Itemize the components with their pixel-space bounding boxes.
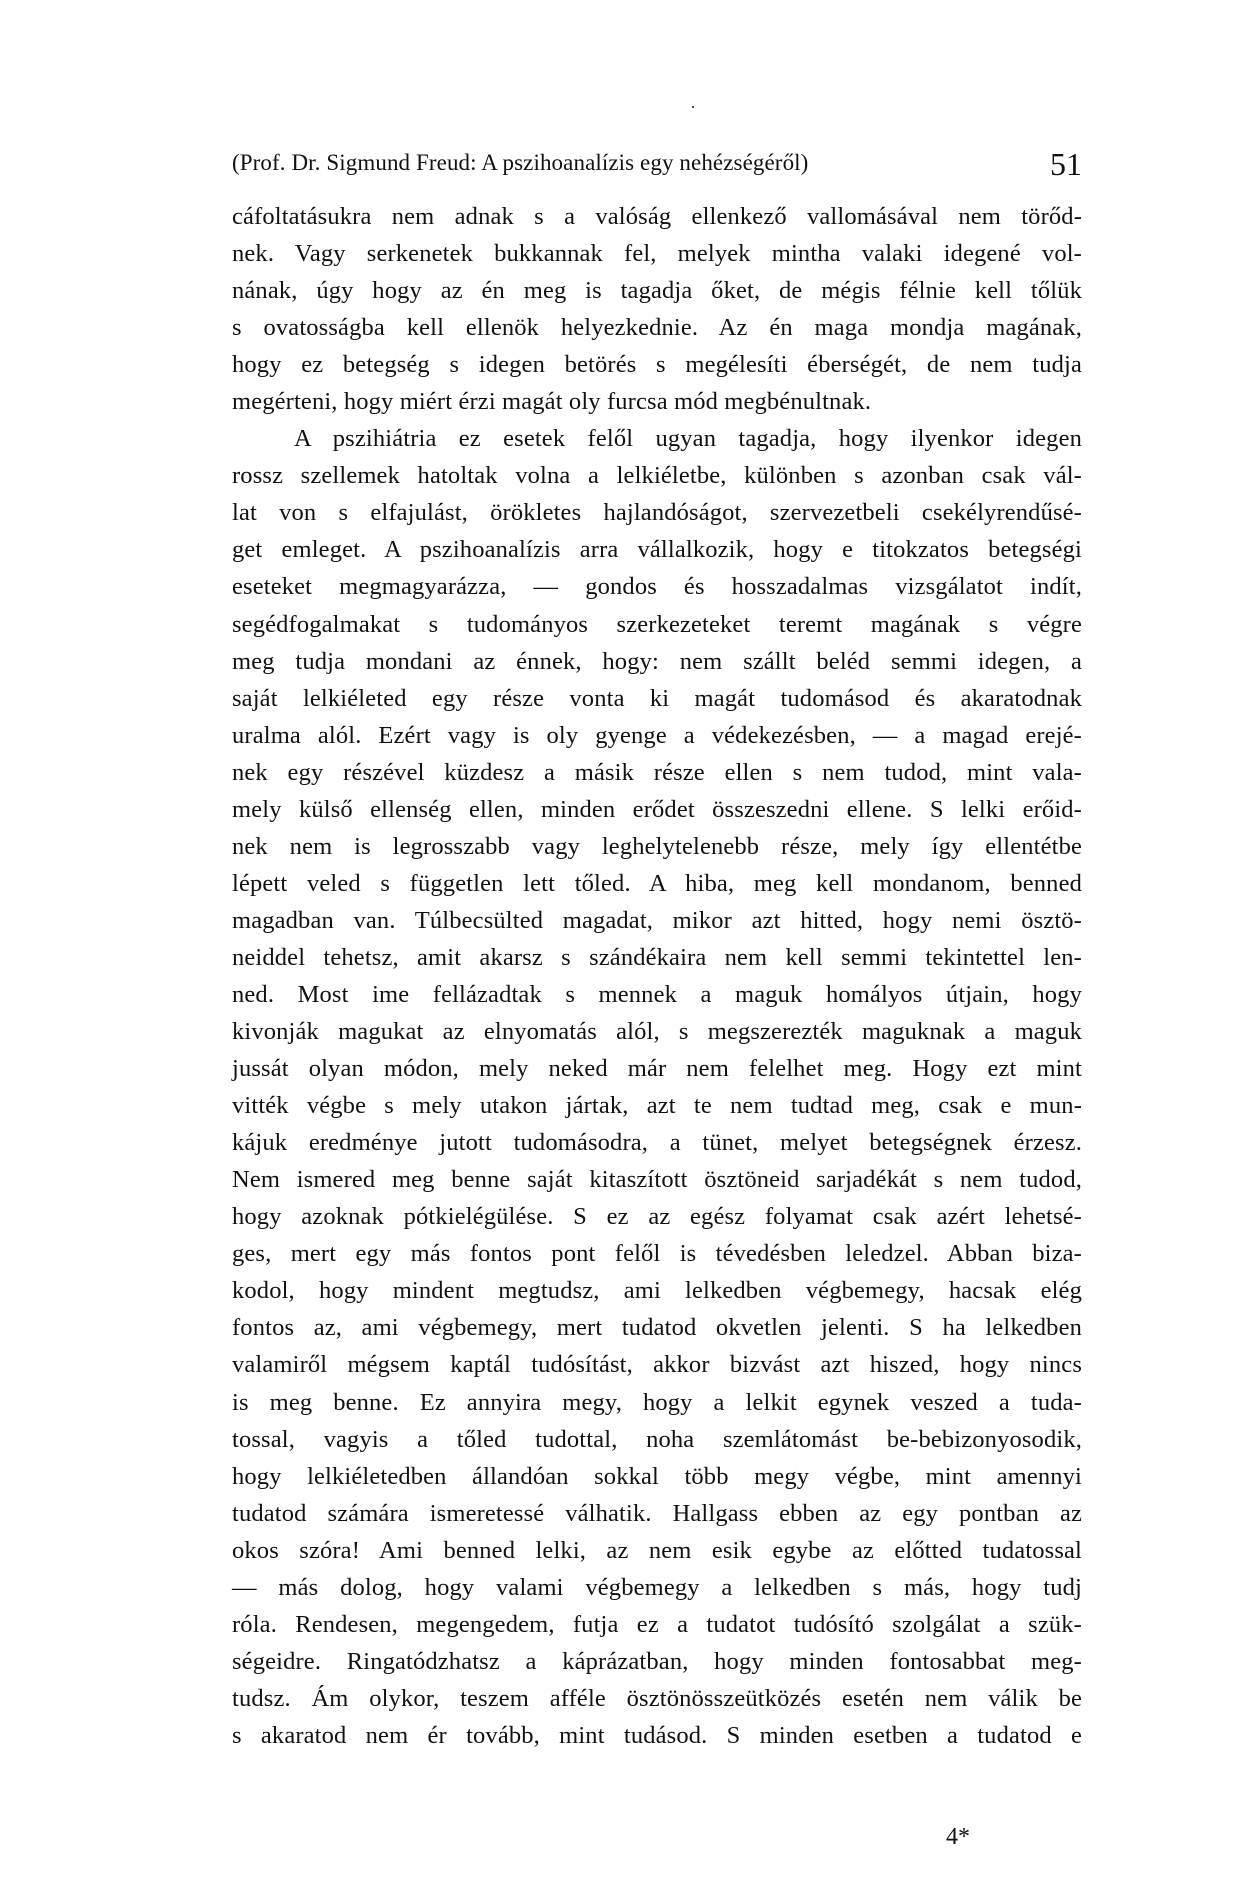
paragraph-end-line: megérteni, hogy miért érzi magát oly furcsa mód megbénultnak. <box>232 388 872 416</box>
text-line: valamiről mégsem kaptál tudósítást, akkor bizvást azt hiszed, hogy nincs <box>232 1351 1082 1379</box>
text-line: nek egy részével küzdesz a másik része ellen s nem tudod, mint vala- <box>232 758 1082 786</box>
text-line: tudsz. Ám olykor, teszem afféle ösztönösszeütközés esetén nem válik be <box>232 1684 1082 1712</box>
page-number: 51 <box>1050 146 1082 182</box>
text-line: mely külső ellenség ellen, minden erődet összeszedni ellene. S lelki erőid- <box>232 795 1082 823</box>
body-text <box>232 198 1082 1754</box>
text-line: róla. Rendesen, megengedem, futja ez a tudatot tudósító szolgálat a szük- <box>232 1610 1082 1638</box>
text-line: meg tudja mondani az énnek, hogy: nem szállt beléd semmi idegen, a <box>232 647 1082 675</box>
text-line: segédfogalmakat s tudományos szerkezeteket teremt magának s végre <box>232 610 1082 638</box>
text-line: uralma alól. Ezért vagy is oly gyenge a védekezésben, — a magad erejé- <box>232 721 1082 749</box>
text-line: kivonják magukat az elnyomatás alól, s megszerezték maguknak a maguk <box>232 1018 1082 1046</box>
text-line: tudatod számára ismeretessé válhatik. Hallgass ebben az egy pontban az <box>232 1499 1082 1527</box>
text-line: ges, mert egy más fontos pont felől is tévedésben leledzel. Abban biza- <box>232 1240 1082 1268</box>
text-line: okos szóra! Ami benned lelki, az nem esik egybe az előtted tudatossal <box>232 1536 1082 1564</box>
page-header <box>232 146 1082 190</box>
text-line: kodol, hogy mindent megtudsz, ami lelkedben végbemegy, hacsak elég <box>232 1277 1082 1305</box>
text-line: nek. Vagy serkenetek bukkannak fel, melyek mintha valaki idegené vol- <box>232 240 1082 268</box>
text-line: hogy lelkiéletedben állandóan sokkal több megy végbe, mint amennyi <box>232 1462 1082 1490</box>
text-line: vitték végbe s mely utakon jártak, azt te nem tudtad meg, csak e mun- <box>232 1092 1082 1120</box>
text-line: get emleget. A pszihoanalízis arra vállalkozik, hogy e titokzatos betegségi <box>232 536 1082 564</box>
text-line: kájuk eredménye jutott tudomásodra, a tünet, melyet betegségnek érzesz. <box>232 1129 1082 1157</box>
text-line: nek nem is legrosszabb vagy leghelytelenebb része, mely így ellentétbe <box>232 832 1082 860</box>
signature-mark: 4* <box>946 1824 970 1850</box>
running-head: (Prof. Dr. Sigmund Freud: A pszihoanalízis egy nehézségéről) <box>232 150 809 175</box>
text-line: s akaratod nem ér tovább, mint tudásod. S minden esetben a tudatod e <box>232 1721 1082 1749</box>
text-line: jussát olyan módon, mely neked már nem felelhet meg. Hogy ezt mint <box>232 1055 1082 1083</box>
text-line: tossal, vagyis a tőled tudottal, noha szemlátomást be-bebizonyosodik, <box>232 1425 1082 1453</box>
text-line: saját lelkiéleted egy része vonta ki magát tudomásod és akaratodnak <box>232 684 1082 712</box>
text-line: hogy azoknak pótkielégülése. S ez az egész folyamat csak azért lehetsé- <box>232 1203 1082 1231</box>
text-line: fontos az, ami végbemegy, mert tudatod okvetlen jelenti. S ha lelkedben <box>232 1314 1082 1342</box>
text-line: neiddel tehetsz, amit akarsz s szándékaira nem kell semmi tekintettel len- <box>232 943 1082 971</box>
text-line: Nem ismered meg benne saját kitaszított ösztöneid sarjadékát s nem tudod, <box>232 1166 1082 1194</box>
text-line: nának, úgy hogy az én meg is tagadja őket, de mégis félnie kell tőlük <box>232 277 1082 305</box>
paragraph-start-line: A pszihiátria ez esetek felől ugyan tagadja, hogy ilyenkor idegen <box>294 425 1082 453</box>
text-line: eseteket megmagyarázza, — gondos és hosszadalmas vizsgálatot indít, <box>232 573 1082 601</box>
text-line: is meg benne. Ez annyira megy, hogy a lelkit egynek veszed a tuda- <box>232 1388 1082 1416</box>
text-line: lat von s elfajulást, örökletes hajlandóságot, szervezetbeli csekélyrendűsé- <box>232 499 1082 527</box>
text-line: s ovatosságba kell ellenök helyezkednie. Az én maga mondja magának, <box>232 314 1082 342</box>
text-line: ned. Most ime fellázadtak s mennek a maguk homályos útjain, hogy <box>232 980 1082 1008</box>
text-line: hogy ez betegség s idegen betörés s megélesíti éberségét, de nem tudja <box>232 351 1082 379</box>
text-line: rossz szellemek hatoltak volna a lelkiéletbe, különben s azonban csak vál- <box>232 462 1082 490</box>
text-line: lépett veled s független lett tőled. A hiba, meg kell mondanom, benned <box>232 869 1082 897</box>
text-line: ségeidre. Ringatódzhatsz a káprázatban, hogy minden fontosabbat meg- <box>232 1647 1082 1675</box>
text-line: — más dolog, hogy valami végbemegy a lelkedben s más, hogy tudj <box>232 1573 1082 1601</box>
text-line: cáfoltatásukra nem adnak s a valóság ellenkező vallomásával nem törőd- <box>232 203 1082 230</box>
text-line: magadban van. Túlbecsülted magadat, mikor azt hitted, hogy nemi ösztö- <box>232 906 1082 934</box>
stray-dot-mark: · <box>690 97 696 117</box>
